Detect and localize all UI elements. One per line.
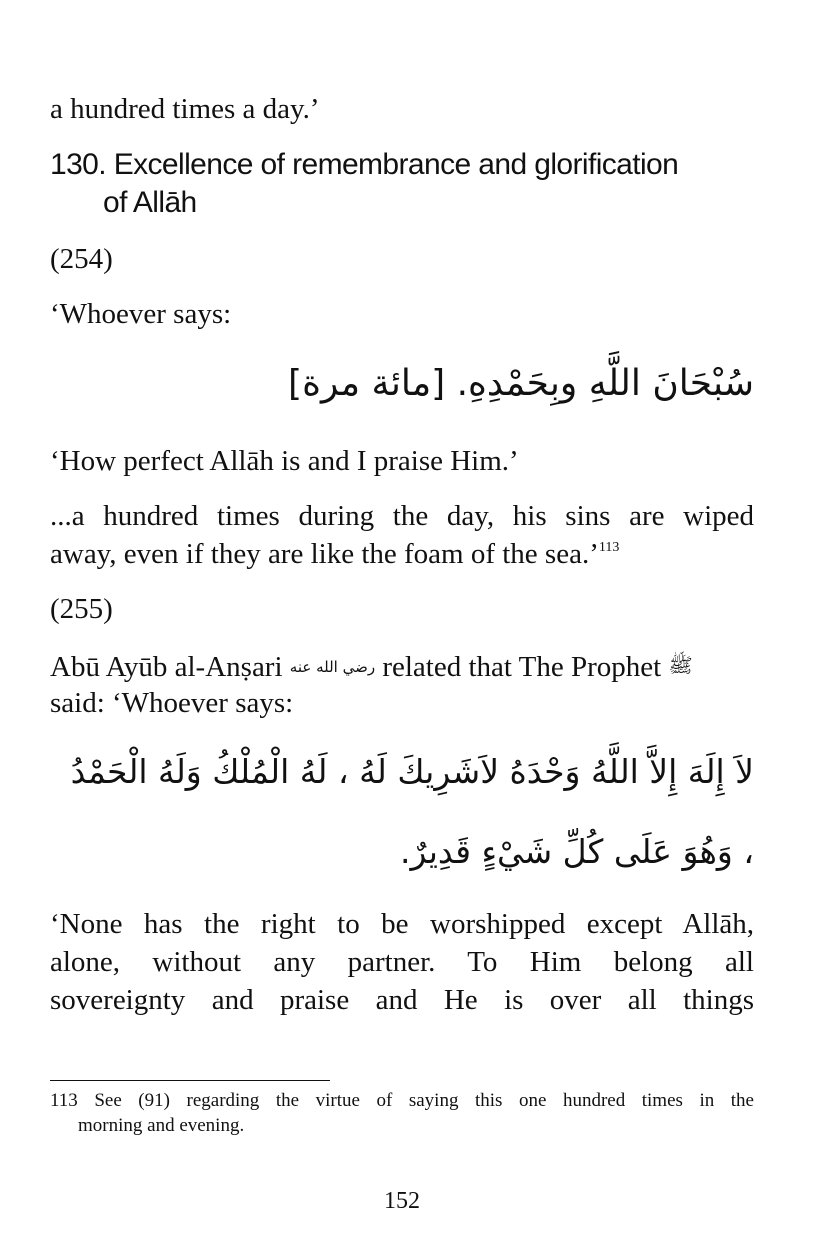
arabic-text-255-line-2: ، وَهُوَ عَلَى كُلِّ شَيْءٍ قَدِيرٌ. [400, 832, 754, 871]
arabic-text-254: سُبْحَانَ اللَّهِ وبِحَمْدِهِ. [مائة مرة] [288, 363, 754, 404]
honorific-symbol-prophet: ﷺ [668, 653, 693, 677]
section-heading-line-1: 130. Excellence of remembrance and glorification [50, 148, 679, 181]
footnote-line-1: 113 See (91) regarding the virtue of saying this one hundred times in the [50, 1090, 754, 1111]
hadith-255-narration [50, 646, 754, 686]
footnote-divider [50, 1080, 330, 1081]
continued-line: a hundred times a day.’ [50, 93, 320, 125]
hadith-255-said: said: ‘Whoever says: [50, 687, 294, 719]
hadith-number-255: (255) [50, 593, 113, 625]
translation-255-line-2: alone, without any partner. To Him belong all [50, 946, 754, 978]
explanation-254-line-1: ...a hundred times during the day, his sins are wiped [50, 500, 754, 532]
explanation-254-line-2 [50, 535, 754, 573]
section-heading-line-2: of Allāh [103, 186, 197, 219]
footnote-reference[interactable]: 113 [598, 540, 620, 555]
footnote-line-2: morning and evening. [78, 1115, 245, 1136]
hadith-number-254: (254) [50, 243, 113, 275]
footnote [50, 1088, 754, 1138]
arabic-text-255-line-1: لاَ إِلَهَ إِلاَّ اللَّهُ وَحْدَهُ لاَشَرِيكَ لَهُ ، لَهُ الْمُلْكُ وَلَهُ الْحَمْدُ [70, 752, 754, 791]
honorific-symbol-companion: رضي الله عنه [289, 658, 376, 676]
translation-255-line-1: ‘None has the right to be worshipped except Allāh, [50, 908, 754, 940]
hadith-254-intro: ‘Whoever says: [50, 298, 232, 330]
explanation-254-text: away, even if they are like the foam of the sea.’ [50, 538, 599, 570]
page-number: 152 [384, 1188, 420, 1214]
narration-text: related that The Prophet [382, 651, 662, 683]
section-heading [50, 146, 754, 222]
translation-254: ‘How perfect Allāh is and I praise Him.’ [50, 445, 519, 477]
narrator-name: Abū Ayūb al-Anṣari [50, 651, 283, 683]
translation-255-line-3: sovereignty and praise and He is over all things [50, 984, 754, 1016]
